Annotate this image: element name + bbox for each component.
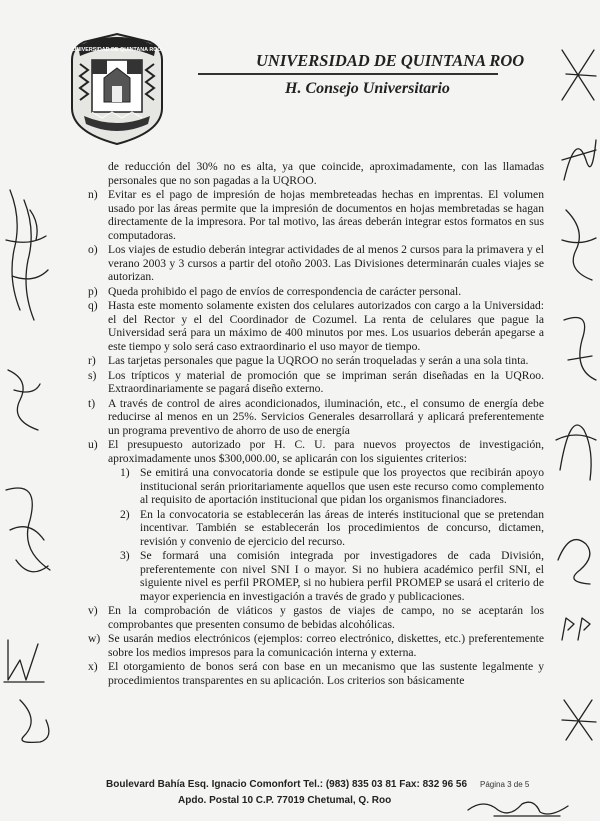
item-text: Hasta este momento solamente existen dos celulares autorizados con cargo a la Universidad: el del Rector y el del Coordinador de Cozumel. La renta de celulares que pague la Universidad será para un máximo de 400 minutos por mes. Los usuarios deberán apegarse a este tiempo y solo será caso extraordinario el uso mayor de tiempo. [108,299,544,353]
right-margin-signature-top [556,40,600,120]
item-letter: u) [88,438,98,451]
sub-item-text: Se emitirá una convocatoria donde se estipule que los proyectos que recibirán apoyo institucional serán prioritariamente aquellos que usen este recurso como complemento al requisito de aportación institucional que pidan los organismos financiadores. [140,466,544,506]
left-margin-signature-5 [10,690,60,750]
sub-item-text: Se formará una comisión integrada por investigadores de cada División, preferentemente con nivel SNI I o mayor. Si no hubiera académico perfil SNI, el siguiente nivel es perfil PROMEP, si no hubiera perfil PROMEP se usará el criterio de mayor experiencia en investigación a través de grado y publicaciones. [140,549,544,603]
item-text: Las tarjetas personales que pague la UQROO no serán troqueladas y serán a una sola tinta. [108,354,529,367]
item-text: Evitar es el pago de impresión de hojas membreteadas hechas en imprentas. El volumen usado por las áreas permite que la impresión de documentos en hojas membretadas se hagan directamente de la impresora. Por tal motivo, las áreas deberán integrar estos formatos en sus computadoras. [108,188,544,242]
item-text: El otorgamiento de bonos será con base en un mecanismo que las sustente legalmente y procedimientos transparentes en su aplicación. Los criterios son básicamente [108,660,544,687]
bottom-signature [464,796,574,821]
left-margin-signature-3 [0,470,60,590]
list-item-u [84,438,544,465]
item-letter: w) [88,632,101,645]
left-margin-signature-top [0,180,60,340]
university-seal-icon [62,30,172,148]
list-item-r [84,354,544,368]
list-item-v [84,604,544,631]
item-text: A través de control de aires acondicionados, iluminación, etc., el consumo de energía debe reducirse al menos en un 25%. Servicios Generales desarrollará y aplicará preferentemente un programa preventivo de ahorro de uso de energía [108,396,544,437]
item-text: Los viajes de estudio deberán integrar actividades de al menos 2 cursos para la primavera y el verano 2003 y 3 cursos a partir del otoño 2003. Las Divisiones determinarán cuales viajes se autorizan. [108,243,544,283]
list-item-x [84,660,544,687]
item-text: El presupuesto autorizado por H. C. U. para nuevos proyectos de investigación, aproximadamente unos $300,000.00, se aplicarán con los siguientes criterios: [108,438,544,465]
item-letter: n) [88,188,98,201]
list-item-n [84,188,544,242]
footer-postal: Apdo. Postal 10 C.P. 77019 Chetumal, Q. Roo [178,795,392,806]
list-item-q [84,299,544,353]
right-margin-signature-4 [556,300,600,390]
sub-item-text: En la convocatoria se establecerán las áreas de interés institucional que se pretendan incentivar. También se establecerán los procedimientos de concurso, dictamen, revisión y convenio de ejercicio del recurso. [140,507,544,548]
left-margin-signature-4 [0,630,50,690]
item-letter: s) [88,368,97,382]
left-margin-signature-2 [0,360,50,440]
sub-item-2 [84,508,544,549]
list-item-w [84,632,544,659]
sub-item-1 [84,466,544,507]
item-text: En la comprobación de viáticos y gastos de viajes de campo, no se aceptarán los comprobantes que presenten consumo de bebidas alcohólicas. [108,604,544,631]
footer-address: Boulevard Bahía Esq. Ignacio Comonfort Tel.: (983) 835 03 81 Fax: 832 96 56 [106,779,468,790]
continuation-paragraph: de reducción del 30% no es alta, ya que coincide, aproximadamente, con las llamadas personales que no son pagadas a la UQROO. [108,160,544,187]
item-letter: t) [88,396,96,410]
item-letter: p) [88,284,98,298]
item-letter: r) [88,354,96,367]
university-name: UNIVERSIDAD DE QUINTANA ROO [256,51,525,70]
right-margin-signature-2 [556,120,600,200]
sub-item-number: 1) [120,466,130,479]
item-text: Queda prohibido el pago de envíos de correspondencia de carácter personal. [108,284,462,298]
list-item-p [84,285,544,299]
list-item-t [84,397,544,438]
sub-item-number: 3) [120,549,130,562]
page-number: Página 3 de 5 [480,780,530,789]
right-margin-signature-6 [550,520,600,590]
right-margin-signature-5 [550,390,600,490]
item-text: Los trípticos y material de promoción que se impriman serán diseñadas en la UQRoo. Extraordinariamente se pagará diseño externo. [108,368,544,395]
seal-lettering: UNIVERSIDAD DE QUINTANA ROO [72,47,162,53]
list-item-s [84,369,544,396]
sub-item-3 [84,549,544,603]
item-letter: o) [88,243,98,256]
item-text: Se usarán medios electrónicos (ejemplos: correo electrónico, diskettes, etc.) preferentemente sobre los medios impresos para la comunicación interna y externa. [108,632,544,659]
sub-item-number: 2) [120,507,130,521]
document-body [84,160,544,687]
list-item-o [84,243,544,284]
council-name: H. Consejo Universitario [285,80,450,97]
item-letter: x) [88,660,98,673]
header-divider [198,73,498,75]
item-letter: v) [88,604,98,617]
right-margin-initials [556,610,600,650]
item-letter: q) [88,299,98,312]
right-margin-signature-3 [556,200,600,290]
right-margin-signature-7 [556,690,600,750]
